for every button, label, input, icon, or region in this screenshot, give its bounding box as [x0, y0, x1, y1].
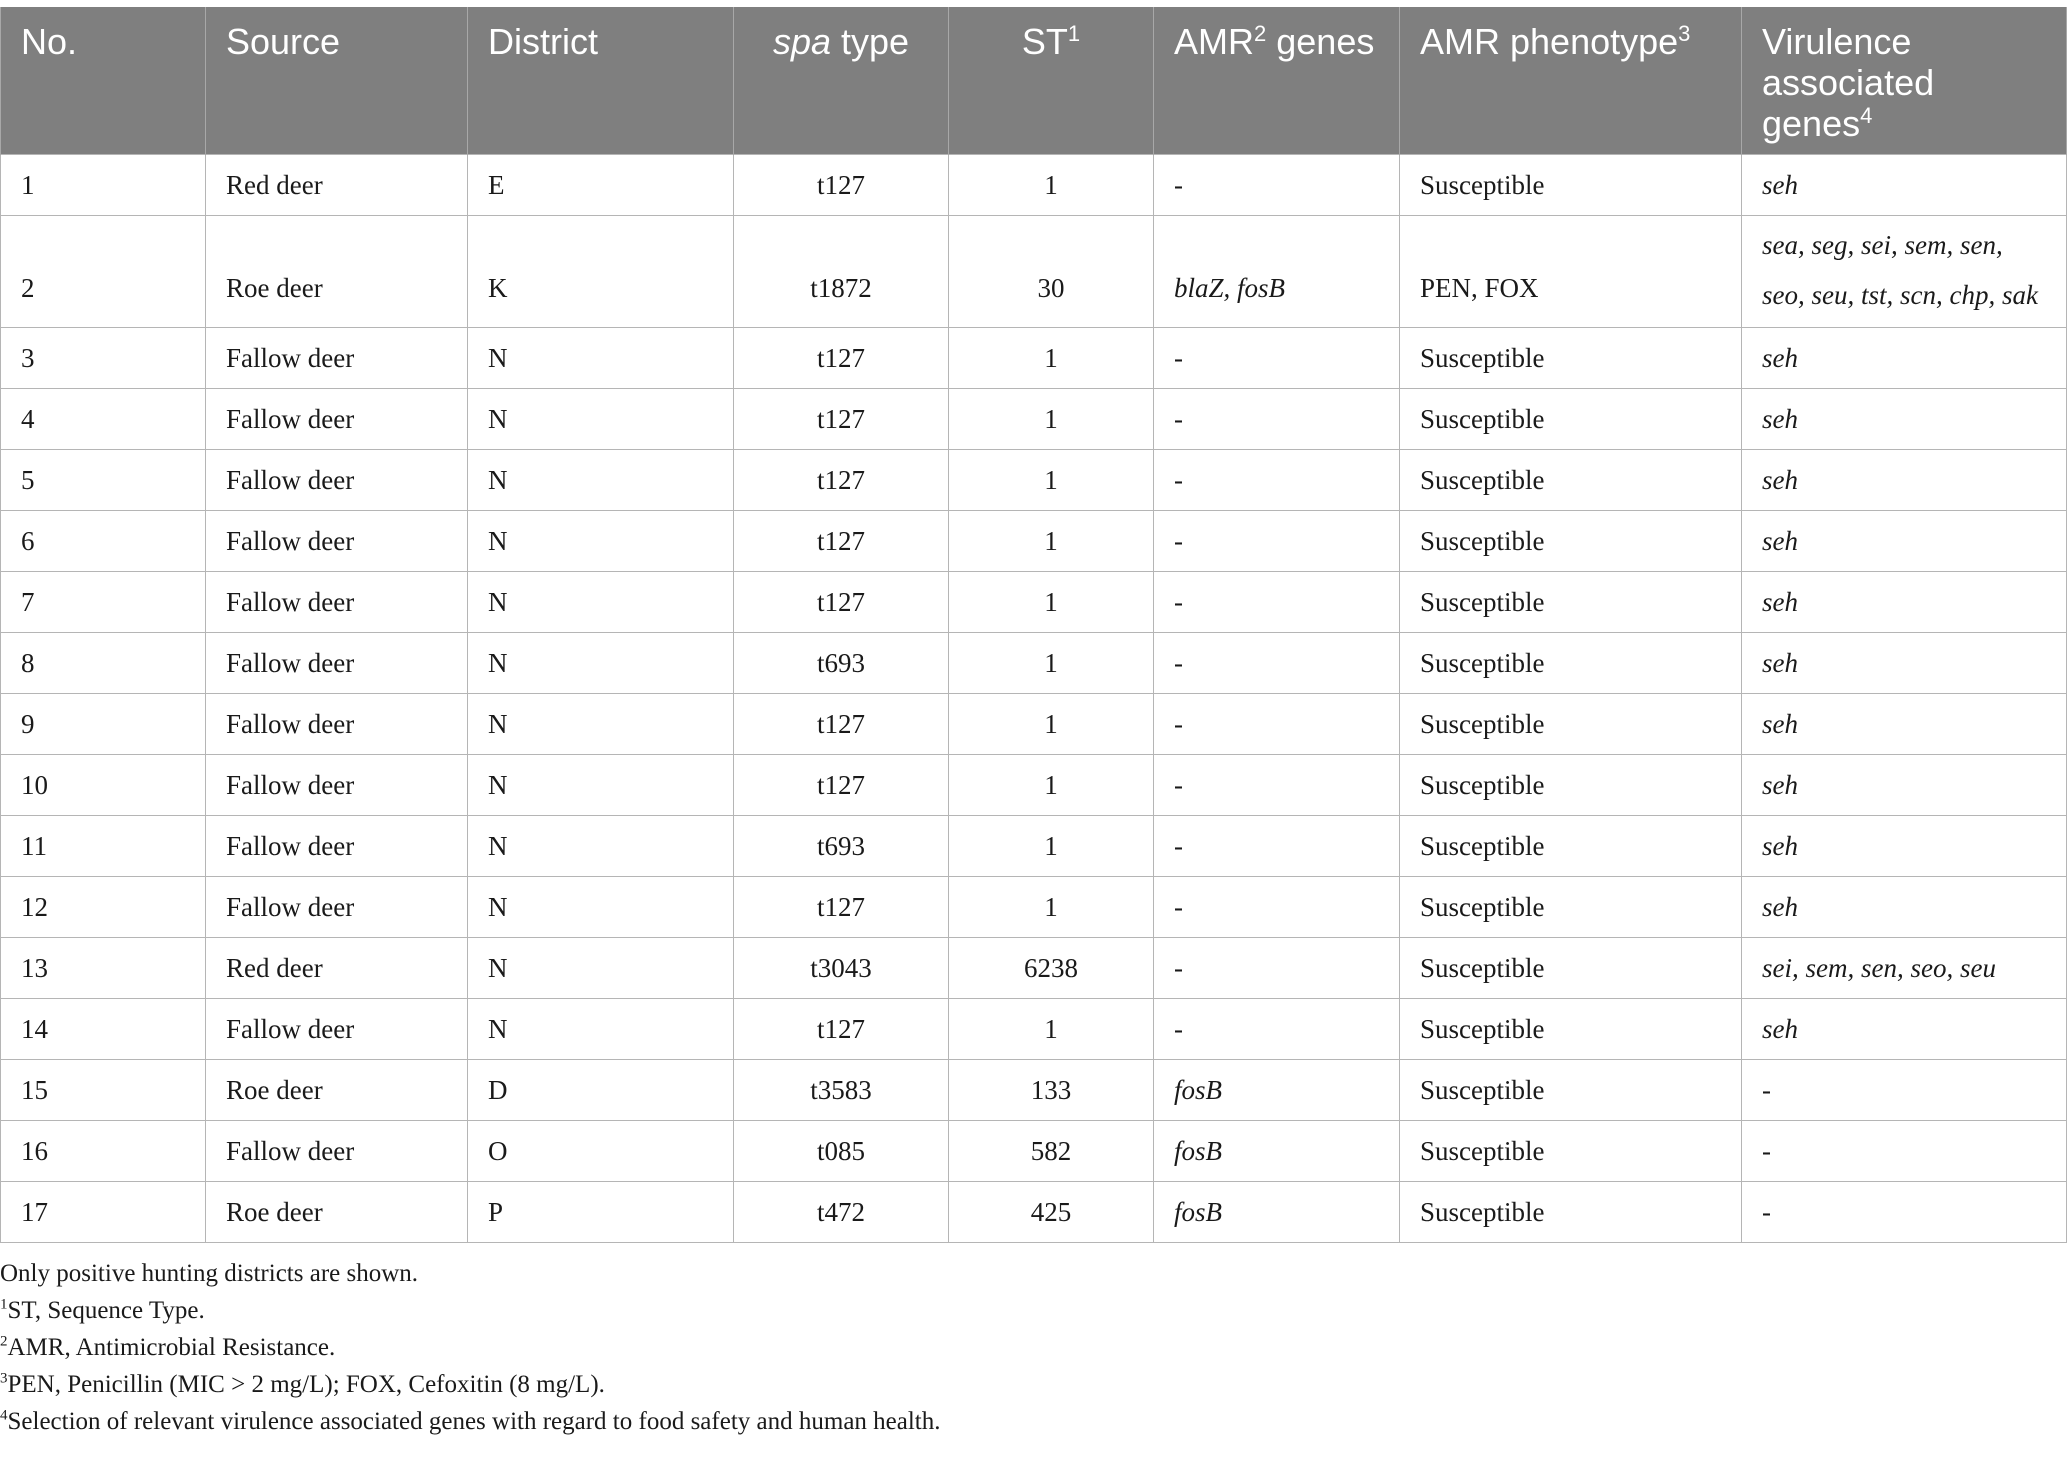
table-row — [1, 999, 2067, 1060]
cell-source: Fallow deer — [206, 328, 468, 389]
cell-source: Roe deer — [206, 216, 468, 328]
cell-amr-genes: - — [1154, 694, 1400, 755]
cell-amr-phenotype: Susceptible — [1400, 633, 1742, 694]
cell-st: 1 — [949, 155, 1154, 216]
table-row — [1, 511, 2067, 572]
cell-amr-genes: - — [1154, 328, 1400, 389]
cell-amr-phenotype: Susceptible — [1400, 450, 1742, 511]
footnote-3: $^3$PEN, Penicillin (MIC > 2 mg/L); FOX, Cefoxitin (8 mg/L). — [0, 1370, 605, 1398]
cell-st: 1 — [949, 572, 1154, 633]
cell-spa-type: t127 — [734, 450, 949, 511]
cell-district: N — [468, 877, 734, 938]
cell-source: Fallow deer — [206, 572, 468, 633]
cell-amr-genes: - — [1154, 450, 1400, 511]
cell-amr-phenotype: Susceptible — [1400, 389, 1742, 450]
cell-spa-type: t127 — [734, 511, 949, 572]
cell-amr-phenotype: Susceptible — [1400, 572, 1742, 633]
table-row — [1, 389, 2067, 450]
cell-st: 1 — [949, 450, 1154, 511]
cell-no: 12 — [1, 877, 206, 938]
cell-st: 30 — [949, 216, 1154, 328]
cell-district: N — [468, 694, 734, 755]
cell-st: 6238 — [949, 938, 1154, 999]
table-row — [1, 155, 2067, 216]
cell-amr-phenotype: Susceptible — [1400, 1182, 1742, 1243]
cell-no: 17 — [1, 1182, 206, 1243]
cell-source: Fallow deer — [206, 511, 468, 572]
cell-virulence: seh — [1742, 155, 2067, 216]
cell-source: Fallow deer — [206, 999, 468, 1060]
cell-st: 1 — [949, 389, 1154, 450]
cell-st: 1 — [949, 694, 1154, 755]
cell-amr-phenotype: Susceptible — [1400, 755, 1742, 816]
cell-amr-genes: - — [1154, 999, 1400, 1060]
cell-amr-genes: fosB — [1154, 1121, 1400, 1182]
cell-district: N — [468, 328, 734, 389]
cell-virulence: seh — [1742, 511, 2067, 572]
cell-spa-type: t127 — [734, 389, 949, 450]
cell-st: 133 — [949, 1060, 1154, 1121]
cell-source: Fallow deer — [206, 633, 468, 694]
cell-spa-type: t693 — [734, 816, 949, 877]
cell-st: 425 — [949, 1182, 1154, 1243]
cell-amr-genes: fosB — [1154, 1182, 1400, 1243]
cell-virulence: seh — [1742, 999, 2067, 1060]
cell-district: N — [468, 633, 734, 694]
cell-virulence: - — [1742, 1060, 2067, 1121]
table-row — [1, 1121, 2067, 1182]
cell-no: 10 — [1, 755, 206, 816]
cell-virulence: seh — [1742, 816, 2067, 877]
footnote-2: $^2$AMR, Antimicrobial Resistance. — [0, 1333, 336, 1361]
cell-spa-type: t3583 — [734, 1060, 949, 1121]
cell-no: 9 — [1, 694, 206, 755]
cell-amr-phenotype: Susceptible — [1400, 1060, 1742, 1121]
header-district: District — [468, 7, 734, 155]
cell-amr-phenotype: Susceptible — [1400, 816, 1742, 877]
cell-district: N — [468, 999, 734, 1060]
cell-virulence: seh — [1742, 389, 2067, 450]
cell-virulence: seh — [1742, 694, 2067, 755]
cell-spa-type: t1872 — [734, 216, 949, 328]
cell-amr-genes: - — [1154, 755, 1400, 816]
cell-source: Fallow deer — [206, 877, 468, 938]
cell-source: Red deer — [206, 938, 468, 999]
cell-st: 1 — [949, 755, 1154, 816]
cell-no: 4 — [1, 389, 206, 450]
cell-district: N — [468, 755, 734, 816]
cell-amr-phenotype: Susceptible — [1400, 938, 1742, 999]
cell-no: 6 — [1, 511, 206, 572]
cell-spa-type: t127 — [734, 572, 949, 633]
table-row — [1, 572, 2067, 633]
cell-district: E — [468, 155, 734, 216]
cell-spa-type: t127 — [734, 328, 949, 389]
cell-amr-phenotype: Susceptible — [1400, 877, 1742, 938]
cell-virulence: sei, sem, sen, seo, seu — [1742, 938, 2067, 999]
cell-no: 11 — [1, 816, 206, 877]
cell-amr-phenotype: Susceptible — [1400, 511, 1742, 572]
cell-spa-type: t127 — [734, 155, 949, 216]
table-row — [1, 1060, 2067, 1121]
cell-virulence: seh — [1742, 328, 2067, 389]
header-no: No. — [1, 7, 206, 155]
results-table — [0, 7, 2067, 1243]
cell-spa-type: t127 — [734, 999, 949, 1060]
cell-virulence: seh — [1742, 572, 2067, 633]
cell-source: Fallow deer — [206, 755, 468, 816]
cell-source: Roe deer — [206, 1182, 468, 1243]
cell-amr-genes: - — [1154, 155, 1400, 216]
header-st: $ST^1$ — [949, 7, 1154, 155]
cell-amr-phenotype: Susceptible — [1400, 999, 1742, 1060]
header-amr-phenotype: AMR phenotype$^3$ — [1400, 7, 1742, 155]
cell-st: 1 — [949, 816, 1154, 877]
footnote-4: $^4$Selection of relevant virulence associated genes with regard to food safety and human health. — [0, 1407, 941, 1435]
cell-amr-genes: blaZ, fosB — [1154, 216, 1400, 328]
cell-amr-genes: - — [1154, 816, 1400, 877]
cell-amr-genes: - — [1154, 389, 1400, 450]
cell-amr-genes: - — [1154, 511, 1400, 572]
cell-district: D — [468, 1060, 734, 1121]
cell-source: Roe deer — [206, 1060, 468, 1121]
table-row — [1, 216, 2067, 328]
cell-amr-phenotype: Susceptible — [1400, 155, 1742, 216]
cell-district: P — [468, 1182, 734, 1243]
header-row — [1, 7, 2067, 155]
cell-spa-type: t127 — [734, 694, 949, 755]
cell-amr-phenotype: PEN, FOX — [1400, 216, 1742, 328]
cell-spa-type: t127 — [734, 755, 949, 816]
cell-virulence: seh — [1742, 450, 2067, 511]
cell-district: N — [468, 938, 734, 999]
cell-source: Red deer — [206, 155, 468, 216]
cell-source: Fallow deer — [206, 816, 468, 877]
cell-spa-type: t472 — [734, 1182, 949, 1243]
table-row — [1, 755, 2067, 816]
cell-district: N — [468, 450, 734, 511]
cell-no: 15 — [1, 1060, 206, 1121]
table-row — [1, 1182, 2067, 1243]
cell-source: Fallow deer — [206, 389, 468, 450]
cell-amr-phenotype: Susceptible — [1400, 328, 1742, 389]
footnote-1: $^1$ST, Sequence Type. — [0, 1296, 205, 1324]
table-figure — [0, 7, 2068, 1440]
cell-spa-type: t3043 — [734, 938, 949, 999]
table-row — [1, 450, 2067, 511]
cell-virulence: - — [1742, 1121, 2067, 1182]
cell-virulence: seh — [1742, 633, 2067, 694]
cell-amr-phenotype: Susceptible — [1400, 1121, 1742, 1182]
cell-no: 13 — [1, 938, 206, 999]
cell-spa-type: t127 — [734, 877, 949, 938]
cell-no: 16 — [1, 1121, 206, 1182]
cell-source: Fallow deer — [206, 1121, 468, 1182]
cell-district: K — [468, 216, 734, 328]
table-row — [1, 694, 2067, 755]
cell-amr-genes: fosB — [1154, 1060, 1400, 1121]
cell-virulence: seh — [1742, 755, 2067, 816]
cell-district: N — [468, 389, 734, 450]
header-spa-type: spa type — [734, 7, 949, 155]
cell-st: 582 — [949, 1121, 1154, 1182]
cell-no: 3 — [1, 328, 206, 389]
cell-st: 1 — [949, 877, 1154, 938]
table-body — [1, 155, 2067, 1243]
cell-amr-genes: - — [1154, 877, 1400, 938]
header-virulence: Virulence associated genes$^4$ — [1742, 7, 2067, 155]
cell-source: Fallow deer — [206, 694, 468, 755]
cell-no: 2 — [1, 216, 206, 328]
cell-amr-genes: - — [1154, 938, 1400, 999]
cell-virulence: - — [1742, 1182, 2067, 1243]
cell-amr-phenotype: Susceptible — [1400, 694, 1742, 755]
cell-district: N — [468, 511, 734, 572]
cell-district: N — [468, 816, 734, 877]
cell-source: Fallow deer — [206, 450, 468, 511]
cell-no: 7 — [1, 572, 206, 633]
cell-amr-genes: - — [1154, 572, 1400, 633]
cell-no: 1 — [1, 155, 206, 216]
header-amr-genes: AMR$^2$ genes — [1154, 7, 1400, 155]
table-row — [1, 328, 2067, 389]
table-row — [1, 816, 2067, 877]
cell-st: 1 — [949, 999, 1154, 1060]
cell-st: 1 — [949, 633, 1154, 694]
cell-district: O — [468, 1121, 734, 1182]
table-row — [1, 877, 2067, 938]
footnote-intro: Only positive hunting districts are shown. — [0, 1260, 419, 1287]
table-row — [1, 633, 2067, 694]
cell-st: 1 — [949, 328, 1154, 389]
cell-virulence: sea, seg, sei, sem, sen, seo, seu, tst, scn, chp, sak — [1742, 216, 2067, 328]
cell-amr-genes: - — [1154, 633, 1400, 694]
cell-spa-type: t085 — [734, 1121, 949, 1182]
table-row — [1, 938, 2067, 999]
header-source: Source — [206, 7, 468, 155]
cell-virulence: seh — [1742, 877, 2067, 938]
table-footnotes — [0, 1255, 2068, 1440]
cell-district: N — [468, 572, 734, 633]
cell-st: 1 — [949, 511, 1154, 572]
cell-no: 8 — [1, 633, 206, 694]
cell-spa-type: t693 — [734, 633, 949, 694]
cell-no: 5 — [1, 450, 206, 511]
cell-no: 14 — [1, 999, 206, 1060]
